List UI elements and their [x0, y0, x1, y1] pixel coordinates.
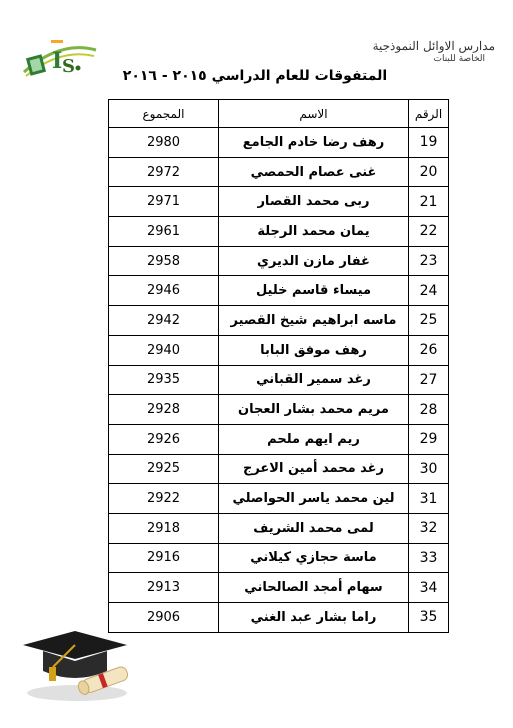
cell-total: 2972 — [109, 157, 219, 187]
cell-num: 20 — [409, 157, 449, 187]
table-row — [109, 276, 449, 306]
cell-total: 2918 — [109, 513, 219, 543]
cell-num: 35 — [409, 603, 449, 633]
cell-total: 2980 — [109, 128, 219, 158]
cell-name: يمان محمد الرجلة — [219, 217, 409, 247]
cell-total: 2913 — [109, 573, 219, 603]
cell-num: 25 — [409, 306, 449, 336]
table-row — [109, 603, 449, 633]
table-row — [109, 454, 449, 484]
cell-total: 2926 — [109, 424, 219, 454]
cell-name: ميساء قاسم خليل — [219, 276, 409, 306]
cell-total: 2928 — [109, 395, 219, 425]
cell-num: 21 — [409, 187, 449, 217]
cell-num: 29 — [409, 424, 449, 454]
cell-total: 2906 — [109, 603, 219, 633]
cell-num: 24 — [409, 276, 449, 306]
table-header-row — [109, 100, 449, 128]
table-row — [109, 513, 449, 543]
svg-text:I: I — [52, 48, 63, 74]
cell-num: 34 — [409, 573, 449, 603]
svg-text:S: S — [62, 56, 75, 77]
table-row — [109, 306, 449, 336]
column-header-name: الاسم — [219, 100, 409, 128]
cell-num: 19 — [409, 128, 449, 158]
school-name-line1: مدارس الاوائل النموذجية — [372, 39, 495, 53]
column-header-total: المجموع — [109, 100, 219, 128]
cell-total: 2916 — [109, 543, 219, 573]
table-row — [109, 217, 449, 247]
cell-name: ماسة حجازي كيلاني — [219, 543, 409, 573]
table-row — [109, 187, 449, 217]
cell-total: 2935 — [109, 365, 219, 395]
cell-num: 22 — [409, 217, 449, 247]
cell-name: مريم محمد بشار العجان — [219, 395, 409, 425]
cell-num: 28 — [409, 395, 449, 425]
cell-name: رغد سمير القباني — [219, 365, 409, 395]
cell-name: غفار مازن الديري — [219, 246, 409, 276]
cell-total: 2925 — [109, 454, 219, 484]
cell-num: 32 — [409, 513, 449, 543]
cell-total: 2958 — [109, 246, 219, 276]
cell-num: 27 — [409, 365, 449, 395]
cell-total: 2940 — [109, 335, 219, 365]
cell-name: ربى محمد القصار — [219, 187, 409, 217]
cell-name: ماسه ابراهيم شيخ القصير — [219, 306, 409, 336]
table-row — [109, 424, 449, 454]
cell-num: 31 — [409, 484, 449, 514]
cell-total: 2946 — [109, 276, 219, 306]
cell-num: 26 — [409, 335, 449, 365]
cell-total: 2942 — [109, 306, 219, 336]
cell-name: سهام أمجد الصالحاني — [219, 573, 409, 603]
cell-name: غنى عصام الحمصي — [219, 157, 409, 187]
cell-name: رهف رضا خادم الجامع — [219, 128, 409, 158]
table-row — [109, 395, 449, 425]
table-row — [109, 246, 449, 276]
cell-num: 33 — [409, 543, 449, 573]
cell-num: 30 — [409, 454, 449, 484]
cell-name: لمى محمد الشريف — [219, 513, 409, 543]
school-name — [335, 40, 495, 66]
cell-name: رغد محمد أمين الاعرج — [219, 454, 409, 484]
graduation-cap-diploma-icon — [15, 627, 135, 707]
document-title: المتفوقات للعام الدراسي ٢٠١٥ - ٢٠١٦ — [122, 68, 388, 84]
school-logo-icon — [20, 32, 100, 82]
table-row — [109, 484, 449, 514]
table-row — [109, 365, 449, 395]
cell-total: 2971 — [109, 187, 219, 217]
cell-name: ريم ايهم ملحم — [219, 424, 409, 454]
cell-total: 2922 — [109, 484, 219, 514]
column-header-number: الرقم — [409, 100, 449, 128]
honor-roll-table — [108, 99, 449, 633]
table-row — [109, 573, 449, 603]
cell-name: راما بشار عبد الغني — [219, 603, 409, 633]
table-row — [109, 157, 449, 187]
table-row — [109, 128, 449, 158]
cell-total: 2961 — [109, 217, 219, 247]
table-row — [109, 335, 449, 365]
cell-name: رهف موفق البابا — [219, 335, 409, 365]
cell-name: لين محمد ياسر الحواصلي — [219, 484, 409, 514]
school-name-line2: الخاصة للبنات — [433, 54, 485, 64]
cell-num: 23 — [409, 246, 449, 276]
table-row — [109, 543, 449, 573]
